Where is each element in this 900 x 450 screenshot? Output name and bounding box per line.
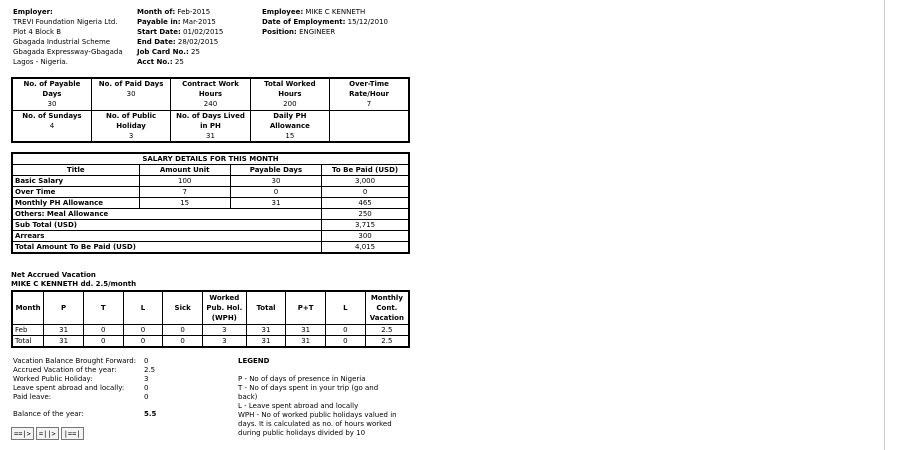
vacation-table (11, 290, 410, 348)
employee-label: Employee: (262, 8, 304, 16)
vacation-cell: Total (12, 335, 44, 347)
col-header: Total (246, 291, 286, 324)
month-of-value: Feb-2015 (177, 8, 211, 16)
summary-value: 7 (366, 100, 372, 108)
balance-label: Worked Public Holiday: (13, 375, 93, 383)
salary-paid: 0 (322, 187, 409, 198)
col-header: Monthly Cont. Vacation (365, 291, 409, 324)
last-page-button[interactable]: |==| (61, 427, 84, 440)
job-card-value: 25 (190, 48, 200, 56)
acct-value: 25 (174, 58, 184, 66)
col-header: L (123, 291, 163, 324)
legend-line: T - No of days spent in your trip (go and back) (238, 384, 379, 401)
balance-value: 3 (144, 375, 149, 383)
start-date-value: 01/02/2015 (183, 28, 224, 36)
vacation-row (12, 324, 409, 335)
end-date-label: End Date: (137, 38, 176, 46)
summary-label: No. of Payable Days (23, 80, 81, 98)
employee-block (262, 7, 388, 37)
salary-paid: 3,000 (322, 176, 409, 187)
vacation-cell: 31 (44, 335, 84, 347)
payable-in-value: Mar-2015 (182, 18, 216, 26)
page-right-border (884, 0, 885, 450)
salary-amount: 7 (139, 187, 230, 198)
vacation-row (12, 335, 409, 347)
summary-value: 240 (203, 100, 218, 108)
vacation-cell: 2.5 (365, 324, 409, 335)
salary-total-value: 300 (322, 231, 409, 242)
employer-line: Plot 4 Block B (13, 28, 62, 36)
vacation-cell: 0 (123, 324, 163, 335)
legend (238, 357, 398, 438)
summary-label: Contract Work Hours (182, 80, 239, 98)
vacation-cell: 3 (203, 335, 247, 347)
employer-block (13, 7, 123, 67)
vacation-cell: 3 (203, 324, 247, 335)
col-header: Worked Pub. Hol.(WPH) (203, 291, 247, 324)
summary-value: 30 (47, 100, 57, 108)
start-date-label: Start Date: (137, 28, 181, 36)
vacation-cell: 0 (83, 324, 123, 335)
employer-line: Lagos - Nigeria. (13, 58, 68, 66)
doe-value: 15/12/2010 (347, 18, 388, 26)
employer-line: TREVI Foundation Nigeria Ltd. (13, 18, 118, 26)
vacation-subtitle: MIKE C KENNETH dd. 2.5/month (11, 280, 137, 288)
balance-year-label: Balance of the year: (13, 410, 84, 418)
balance-value: 0 (144, 357, 149, 365)
salary-total-title: Sub Total (USD) (12, 220, 322, 231)
col-header: Month (12, 291, 44, 324)
payable-in-label: Payable in: (137, 18, 181, 26)
salary-title: Over Time (12, 187, 139, 198)
vacation-cell: 31 (286, 324, 326, 335)
summary-label: No. of Days Lived in PH (176, 111, 245, 130)
salary-total-title: Others: Meal Allowance (12, 209, 322, 220)
col-header: Payable Days (230, 165, 321, 176)
vacation-cell: 31 (286, 335, 326, 347)
employer-line: Gbagada Industrial Scheme (13, 38, 111, 46)
col-header: P+T (286, 291, 326, 324)
salary-total-value: 250 (322, 209, 409, 220)
vacation-cell: Feb (12, 324, 44, 335)
employer-line: Gbagada Expressway-Gbagada (13, 48, 123, 56)
salary-total-row (12, 220, 409, 231)
position-value: ENGINEER (299, 28, 336, 36)
vacation-cell: 31 (44, 324, 84, 335)
salary-table (11, 152, 410, 254)
salary-total-value: 4,015 (322, 242, 409, 254)
summary-row (12, 110, 409, 142)
salary-amount: 15 (139, 198, 230, 209)
job-card-label: Job Card No.: (137, 48, 189, 56)
acct-label: Acct No.: (137, 58, 173, 66)
legend-line: L - Leave spent abroad and locally (238, 402, 359, 410)
salary-title: Basic Salary (12, 176, 139, 187)
salary-header-row (12, 165, 409, 176)
summary-label: No. of Public Holiday (106, 111, 157, 130)
vacation-cell: 0 (83, 335, 123, 347)
salary-row (12, 198, 409, 209)
salary-total-row (12, 231, 409, 242)
summary-label: No. of Sundays (22, 111, 82, 120)
salary-days: 0 (230, 187, 321, 198)
col-header: Title (12, 165, 139, 176)
col-header: P (44, 291, 84, 324)
vacation-cell: 0 (163, 335, 203, 347)
legend-title: LEGEND (238, 357, 270, 365)
vacation-header-row (12, 291, 409, 324)
salary-amount: 100 (139, 176, 230, 187)
salary-title: Monthly PH Allowance (12, 198, 139, 209)
col-header: T (83, 291, 123, 324)
vacation-cell: 2.5 (365, 335, 409, 347)
salary-total-value: 3,715 (322, 220, 409, 231)
balance-label: Paid leave: (13, 393, 52, 401)
summary-value: 3 (128, 131, 134, 140)
salary-caption: SALARY DETAILS FOR THIS MONTH (12, 153, 409, 165)
summary-label: Total Worked Hours (264, 80, 316, 98)
balance-label: Vacation Balance Brought Forward: (13, 357, 137, 365)
balance-label: Accrued Vacation of the year: (13, 366, 117, 374)
balance-value: 0 (144, 393, 149, 401)
vacation-cell: 31 (246, 324, 286, 335)
summary-label: No. of Paid Days (98, 80, 164, 88)
col-header: To Be Paid (USD) (322, 165, 409, 176)
month-of-label: Month of: (137, 8, 176, 16)
legend-line: WPH - No of worked public holidays valued in days. It is calculated as no. of hours worked during public holidays divided by 10 (238, 411, 397, 437)
col-header: Sick (163, 291, 203, 324)
vacation-cell: 0 (163, 324, 203, 335)
legend-line: P - No of days of presence in Nigeria (238, 375, 366, 383)
summary-value: 200 (283, 100, 297, 108)
salary-row (12, 176, 409, 187)
position-label: Position: (262, 28, 297, 36)
summary-label: Over-Time Rate/Hour (349, 80, 389, 98)
balance-value: 2.5 (144, 366, 156, 374)
vacation-cell: 0 (326, 324, 366, 335)
salary-days: 31 (230, 198, 321, 209)
employer-label: Employer: (13, 8, 53, 16)
col-header: Amount Unit (139, 165, 230, 176)
balance-year-value: 5.5 (144, 410, 157, 418)
end-date-value: 28/02/2015 (177, 38, 219, 46)
summary-value: 15 (285, 131, 295, 140)
balance-value: 0 (144, 384, 149, 392)
col-header: L (326, 291, 366, 324)
summary-value: 31 (206, 131, 215, 140)
balance-block (13, 357, 164, 419)
salary-paid: 465 (322, 198, 409, 209)
employee-value: MIKE C KENNETH (305, 8, 366, 16)
middle-page-button[interactable]: =||> (36, 427, 59, 440)
vacation-cell: 31 (246, 335, 286, 347)
summary-table (11, 77, 410, 143)
salary-days: 30 (230, 176, 321, 187)
summary-value: 30 (126, 90, 136, 98)
first-page-button[interactable]: ==|> (11, 427, 34, 440)
salary-row (12, 187, 409, 198)
salary-total-row (12, 209, 409, 220)
period-block (137, 7, 223, 67)
vacation-cell: 0 (123, 335, 163, 347)
salary-total-row (12, 242, 409, 254)
doe-label: Date of Employment: (262, 18, 346, 26)
salary-total-title: Arrears (12, 231, 322, 242)
nav-buttons (11, 427, 84, 440)
balance-label: Leave spent abroad and locally: (13, 384, 125, 392)
vacation-title: Net Accrued Vacation (11, 271, 96, 279)
summary-label: Daily PH Allowance (269, 111, 310, 130)
salary-total-title: Total Amount To Be Paid (USD) (12, 242, 322, 254)
summary-row (12, 78, 409, 110)
vacation-cell: 0 (326, 335, 366, 347)
summary-value: 4 (49, 121, 55, 130)
